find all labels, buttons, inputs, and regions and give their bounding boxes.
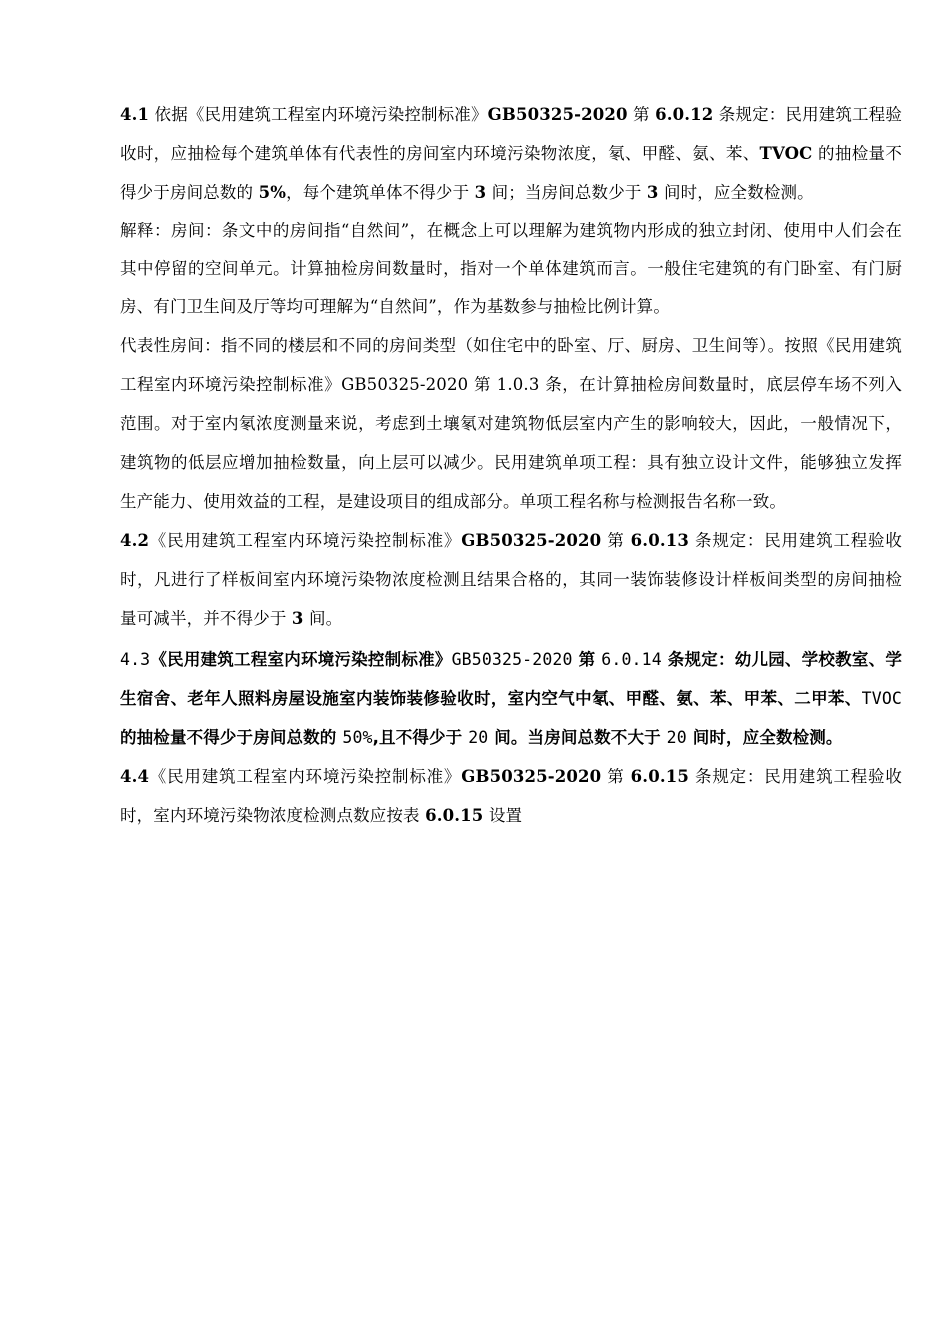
text: 条规定：民用建筑工程验收时，凡进行了样板间室内环境污染物浓度检测且结果合格的，其同一装饰装修设计样板间类型的房间抽检量可减半，并不得少于 (120, 531, 902, 628)
text: 《民用建筑工程室内环境污染控制标准》 (149, 767, 462, 786)
text: 《民用建筑工程室内环境污染控制标准》 (149, 531, 462, 550)
standard-code: GB50325-2020 (461, 531, 602, 550)
text: 设置 (483, 806, 523, 825)
room-count: 20 (468, 728, 489, 747)
clause-number: 6.0.12 (655, 105, 714, 124)
standard-code: GB50325-2020 (461, 767, 602, 786)
room-count: 3 (474, 183, 487, 202)
text: 间；当房间总数少于 (486, 183, 647, 202)
text: 条规定：幼儿园、学校教室、学生宿舍、老年人照料房屋设施室内装饰装修验收时，室内空气中氡、甲醛、氨、苯、甲苯、二甲苯、 (120, 650, 902, 708)
text: 间时，应全数检测。 (658, 183, 814, 202)
text: ,且不得少于 (372, 728, 469, 747)
text: 条规定：民用建筑工程验收时，室内环境污染物浓度检测点数应按表 (120, 767, 902, 825)
text: 间时，应全数检测。 (686, 728, 843, 747)
document-page (120, 95, 902, 835)
text: 第 (627, 105, 656, 124)
standard-code: GB50325-2020 (487, 105, 628, 124)
tvoc-term: TVOC (861, 689, 902, 708)
paragraph-representative-rooms: 代表性房间：指不同的楼层和不同的房间类型（如住宅中的卧室、厅、厨房、卫生间等）。按照《民用建筑工程室内环境污染控制标准》GB50325-2020 第 1.0.3 条，在计算抽检房间数量时，底层停车场不列入范围。对于室内氡浓度测量来说，考虑到土壤氡对建筑物低层室内产生的影响较大，因此，一般情况下，建筑物的低层应增加抽检数量，向上层可以减少。民用建筑单项工程：具有独立设计文件，能够独立发挥生产能力、使用效益的工程，是建设项目的组成部分。单项工程名称与检测报告名称一致。 (120, 336, 902, 511)
paragraph-4-4 (120, 757, 902, 835)
standard-code: GB50325-2020 (451, 650, 573, 669)
text: 第 (601, 531, 631, 550)
paragraph-explanation: 解释：房间：条文中的房间指“自然间”，在概念上可以理解为建筑物内形成的独立封闭、使用中人们会在其中停留的空间单元。计算抽检房间数量时，指对一个单体建筑而言。一般住宅建筑的有门卧室、有门厨房、有门卫生间及厅等均可理解为“自然间”，作为基数参与抽检比例计算。 (120, 221, 902, 316)
clause-number: 6.0.14 (601, 650, 662, 669)
paragraph-4-1 (120, 95, 902, 212)
text: 第 (572, 650, 602, 669)
text: 条规定：民用建筑工程验收时，应抽检每个建筑单体有代表性的房间室内环境污染物浓度，氡、甲醛、氨、苯、 (120, 105, 902, 163)
clause-number: 6.0.15 (630, 767, 689, 786)
percentage: 5% (258, 183, 287, 202)
text: 的抽检量不得少于房间总数的 (120, 728, 343, 747)
clause-number: 6.0.13 (630, 531, 689, 550)
text: 间。 (303, 609, 343, 628)
section-number: 4.1 (120, 105, 150, 124)
percentage: 50% (342, 728, 373, 747)
section-number: 4.3 (120, 650, 151, 669)
section-number: 4.4 (120, 767, 150, 786)
text: 的抽检量不得少于房间总数的 (120, 144, 902, 202)
room-count: 3 (646, 183, 659, 202)
text: 依据《民用建筑工程室内环境污染控制标准》 (149, 105, 488, 124)
text: 《民用建筑工程室内环境污染控制标准》 (150, 650, 452, 669)
table-number: 6.0.15 (425, 806, 484, 825)
section-number: 4.2 (120, 531, 150, 550)
text: 第 (601, 767, 631, 786)
text: ，每个建筑单体不得少于 (286, 183, 475, 202)
room-count: 20 (666, 728, 687, 747)
room-count: 3 (291, 609, 304, 628)
tvoc-term: TVOC (759, 144, 813, 163)
text: 间。当房间总数不大于 (488, 728, 667, 747)
paragraph-4-2 (120, 521, 902, 638)
paragraph-4-3 (120, 640, 902, 757)
